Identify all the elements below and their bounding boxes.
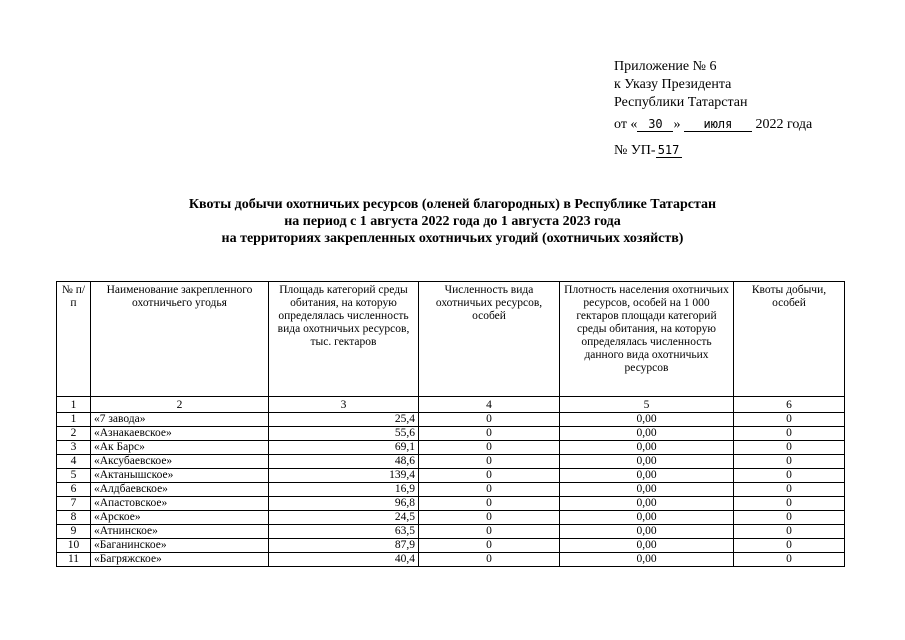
appendix-block (614, 58, 748, 112)
table-row (57, 497, 845, 511)
row-number: 7 (57, 497, 91, 511)
quota-table (56, 281, 845, 567)
document-title (0, 196, 905, 247)
table-row (57, 525, 845, 539)
table-row (57, 483, 845, 497)
population-density: 0,00 (560, 525, 734, 539)
habitat-area: 55,6 (269, 427, 419, 441)
habitat-area: 24,5 (269, 511, 419, 525)
table-row (57, 455, 845, 469)
population-density: 0,00 (560, 427, 734, 441)
harvest-quota: 0 (734, 539, 845, 553)
header-cell: Площадь категорий среды обитания, на которую определялась численность вида охотничьих ресурсов, тыс. гектаров (269, 282, 419, 397)
header-cell: № п/п (57, 282, 91, 397)
harvest-quota: 0 (734, 427, 845, 441)
habitat-area: 25,4 (269, 413, 419, 427)
habitat-area: 16,9 (269, 483, 419, 497)
harvest-quota: 0 (734, 553, 845, 567)
population-density: 0,00 (560, 553, 734, 567)
habitat-area: 139,4 (269, 469, 419, 483)
population-density: 0,00 (560, 497, 734, 511)
appendix-decree-ref: к Указу Президента (614, 77, 732, 92)
row-number: 11 (57, 553, 91, 567)
population-count: 0 (419, 413, 560, 427)
title-line-2: на период с 1 августа 2022 года до 1 августа 2023 года (284, 214, 621, 229)
column-number: 4 (419, 397, 560, 413)
population-count: 0 (419, 469, 560, 483)
harvest-quota: 0 (734, 455, 845, 469)
table-row (57, 469, 845, 483)
row-number: 8 (57, 511, 91, 525)
table-row (57, 511, 845, 525)
hunting-ground-name: «Баганинское» (91, 539, 269, 553)
habitat-area: 96,8 (269, 497, 419, 511)
harvest-quota: 0 (734, 525, 845, 539)
column-number: 3 (269, 397, 419, 413)
decree-date (614, 117, 812, 133)
decree-number (614, 143, 682, 159)
column-number: 6 (734, 397, 845, 413)
row-number: 6 (57, 483, 91, 497)
table-row (57, 441, 845, 455)
table-row (57, 427, 845, 441)
population-density: 0,00 (560, 441, 734, 455)
appendix-republic: Республики Татарстан (614, 95, 748, 110)
row-number: 4 (57, 455, 91, 469)
habitat-area: 40,4 (269, 553, 419, 567)
decree-number-value: 517 (656, 143, 682, 158)
header-cell: Квоты добычи, особей (734, 282, 845, 397)
table-row (57, 553, 845, 567)
header-cell: Плотность населения охотничьих ресурсов, особей на 1 000 гектаров площади категорий среды обитания, на которую определялась численность данного вида охотничьих ресурсов (560, 282, 734, 397)
hunting-ground-name: «7 завода» (91, 413, 269, 427)
habitat-area: 87,9 (269, 539, 419, 553)
population-count: 0 (419, 539, 560, 553)
row-number: 5 (57, 469, 91, 483)
hunting-ground-name: «Атнинское» (91, 525, 269, 539)
row-number: 9 (57, 525, 91, 539)
date-mid: » (673, 117, 681, 132)
date-day: 30 (637, 117, 673, 132)
hunting-ground-name: «Актанышское» (91, 469, 269, 483)
population-density: 0,00 (560, 483, 734, 497)
population-density: 0,00 (560, 413, 734, 427)
population-count: 0 (419, 497, 560, 511)
row-number: 10 (57, 539, 91, 553)
harvest-quota: 0 (734, 441, 845, 455)
harvest-quota: 0 (734, 497, 845, 511)
harvest-quota: 0 (734, 413, 845, 427)
harvest-quota: 0 (734, 511, 845, 525)
title-line-1: Квоты добычи охотничьих ресурсов (оленей благородных) в Республике Татарстан (188, 197, 717, 212)
harvest-quota: 0 (734, 483, 845, 497)
row-number: 1 (57, 413, 91, 427)
hunting-ground-name: «Арское» (91, 511, 269, 525)
decree-number-prefix: № УП- (614, 143, 656, 158)
population-count: 0 (419, 553, 560, 567)
population-count: 0 (419, 427, 560, 441)
habitat-area: 69,1 (269, 441, 419, 455)
table-row (57, 539, 845, 553)
population-density: 0,00 (560, 511, 734, 525)
row-number: 2 (57, 427, 91, 441)
hunting-ground-name: «Алдбаевское» (91, 483, 269, 497)
population-count: 0 (419, 525, 560, 539)
title-line-3: на территориях закрепленных охотничьих угодий (охотничьих хозяйств) (221, 231, 684, 246)
header-cell: Численность вида охотничьих ресурсов, особей (419, 282, 560, 397)
column-number: 2 (91, 397, 269, 413)
header-cell: Наименование закрепленного охотничьего угодья (91, 282, 269, 397)
hunting-ground-name: «Ак Барс» (91, 441, 269, 455)
date-month: июля (684, 117, 752, 132)
population-count: 0 (419, 483, 560, 497)
appendix-number: Приложение № 6 (614, 59, 717, 74)
column-number-row (57, 397, 845, 413)
population-count: 0 (419, 455, 560, 469)
hunting-ground-name: «Азнакаевское» (91, 427, 269, 441)
column-number: 5 (560, 397, 734, 413)
habitat-area: 48,6 (269, 455, 419, 469)
population-density: 0,00 (560, 539, 734, 553)
table-header-row (57, 282, 845, 397)
date-prefix: от « (614, 117, 638, 132)
hunting-ground-name: «Апастовское» (91, 497, 269, 511)
population-count: 0 (419, 511, 560, 525)
table-row (57, 413, 845, 427)
hunting-ground-name: «Багряжское» (91, 553, 269, 567)
population-density: 0,00 (560, 469, 734, 483)
hunting-ground-name: «Аксубаевское» (91, 455, 269, 469)
population-count: 0 (419, 441, 560, 455)
column-number: 1 (57, 397, 91, 413)
harvest-quota: 0 (734, 469, 845, 483)
population-density: 0,00 (560, 455, 734, 469)
row-number: 3 (57, 441, 91, 455)
habitat-area: 63,5 (269, 525, 419, 539)
date-year: 2022 года (755, 117, 813, 132)
